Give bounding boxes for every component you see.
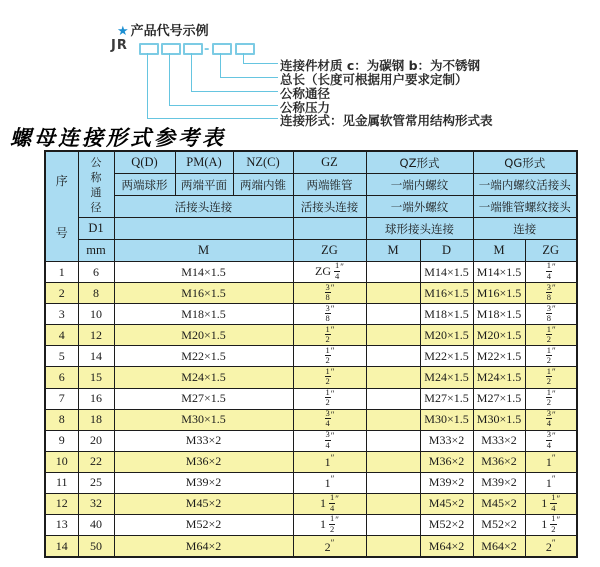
table-cell: M39×2 bbox=[420, 472, 473, 493]
table-cell: 1 $\frac{1}{2}$ ″ bbox=[525, 514, 577, 535]
table-cell: M16×1.5 bbox=[420, 283, 473, 304]
table-cell bbox=[366, 304, 420, 325]
table-cell: $\frac{1}{2}$ ″ bbox=[525, 367, 577, 388]
table-cell: M16×1.5 bbox=[473, 283, 525, 304]
table-cell bbox=[366, 430, 420, 451]
table-cell: M20×1.5 bbox=[420, 325, 473, 346]
header-conn-qg: 一端锥管螺纹接头 bbox=[473, 196, 577, 218]
table-cell: M27×1.5 bbox=[420, 388, 473, 409]
table-cell: $\frac{3}{8}$ ″ bbox=[525, 304, 577, 325]
table-cell: M30×1.5 bbox=[114, 409, 293, 430]
header-conn-gz: 活接头连接 bbox=[293, 196, 366, 218]
table-cell: M16×1.5 bbox=[114, 283, 293, 304]
header-ends-gz: 两端锥管 bbox=[293, 174, 366, 196]
table-cell: $\frac{3}{8}$ ″ bbox=[293, 283, 366, 304]
table-cell: 1″ bbox=[525, 451, 577, 472]
table-cell: 5 bbox=[45, 346, 78, 367]
table-row bbox=[45, 283, 577, 304]
table-cell bbox=[366, 536, 420, 558]
table-cell: M33×2 bbox=[473, 430, 525, 451]
table-cell bbox=[366, 388, 420, 409]
table-cell: 4 bbox=[45, 325, 78, 346]
table-cell: $\frac{3}{8}$ ″ bbox=[525, 283, 577, 304]
table-cell: M18×1.5 bbox=[473, 304, 525, 325]
table-cell: M45×2 bbox=[473, 493, 525, 514]
header-serial-text: 序号 bbox=[55, 173, 68, 240]
header-group-qz: QZ形式 bbox=[366, 151, 473, 174]
table-cell: M18×1.5 bbox=[420, 304, 473, 325]
code-label-length: 总长（长度可根据用户要求定制） bbox=[280, 72, 468, 87]
table-row bbox=[45, 451, 577, 472]
code-label-connection: 连接形式：见金属软管常用结构形式表 bbox=[280, 113, 493, 128]
header-conn-union: 活接头连接 bbox=[114, 196, 293, 218]
table-row bbox=[45, 304, 577, 325]
header-group-nzc: NZ(C) bbox=[233, 151, 293, 174]
table-cell: M14×1.5 bbox=[420, 262, 473, 283]
table-cell: 10 bbox=[45, 451, 78, 472]
table-cell: 50 bbox=[78, 536, 114, 558]
header-unit-zg: ZG bbox=[293, 240, 366, 262]
table-header bbox=[45, 151, 577, 262]
header-ends-nz: 两端内锥 bbox=[233, 174, 293, 196]
table-cell: ZG $\frac{1}{4}$ ″ bbox=[293, 262, 366, 283]
table-cell: M30×1.5 bbox=[420, 409, 473, 430]
header-blank-m bbox=[114, 218, 293, 240]
table-cell: 8 bbox=[45, 409, 78, 430]
code-label-pressure: 公称压力 bbox=[280, 100, 331, 115]
table-cell: M20×1.5 bbox=[114, 325, 293, 346]
table-cell bbox=[366, 325, 420, 346]
table-cell: 1 $\frac{1}{4}$ ″ bbox=[525, 493, 577, 514]
table-row bbox=[45, 388, 577, 409]
table-cell bbox=[366, 367, 420, 388]
header-mm: mm bbox=[78, 240, 114, 262]
table-cell: 1 $\frac{1}{2}$ ″ bbox=[293, 514, 366, 535]
table-cell bbox=[366, 514, 420, 535]
header-unit-qg-zg: ZG bbox=[525, 240, 577, 262]
table-cell: 2″ bbox=[293, 536, 366, 558]
table-cell: M14×1.5 bbox=[114, 262, 293, 283]
diagram-title bbox=[117, 20, 209, 39]
table-cell: 12 bbox=[45, 493, 78, 514]
table-cell: 2 bbox=[45, 283, 78, 304]
code-prefix: JR bbox=[111, 38, 128, 53]
header-ends-qz: 一端内螺纹 bbox=[366, 174, 473, 196]
table-row bbox=[45, 430, 577, 451]
table-cell: M64×2 bbox=[473, 536, 525, 558]
table-cell: $\frac{3}{4}$ ″ bbox=[525, 409, 577, 430]
table-cell: 8 bbox=[78, 283, 114, 304]
table-cell: 15 bbox=[78, 367, 114, 388]
table-cell: M45×2 bbox=[420, 493, 473, 514]
header-group-qg: QG形式 bbox=[473, 151, 577, 174]
table-cell bbox=[366, 262, 420, 283]
header-group-qd: Q(D) bbox=[114, 151, 175, 174]
table-cell: 1″ bbox=[293, 451, 366, 472]
header-ends-q: 两端球形 bbox=[114, 174, 175, 196]
table-cell bbox=[366, 493, 420, 514]
table-cell: 9 bbox=[45, 430, 78, 451]
table-body bbox=[45, 262, 577, 558]
table-cell: $\frac{1}{4}$ ″ bbox=[525, 262, 577, 283]
header-ends-pm: 两端平面 bbox=[175, 174, 233, 196]
table-cell: M64×2 bbox=[420, 536, 473, 558]
header-d1: D1 bbox=[78, 218, 114, 240]
table-cell: 12 bbox=[78, 325, 114, 346]
table-cell: 11 bbox=[45, 472, 78, 493]
table-cell: $\frac{1}{2}$ ″ bbox=[293, 325, 366, 346]
header-conn-qz: 一端外螺纹 bbox=[366, 196, 473, 218]
table-cell: M24×1.5 bbox=[473, 367, 525, 388]
table-cell: M24×1.5 bbox=[114, 367, 293, 388]
table-cell: 3 bbox=[45, 304, 78, 325]
table-cell: 32 bbox=[78, 493, 114, 514]
table-row bbox=[45, 367, 577, 388]
product-code-diagram bbox=[0, 0, 600, 130]
table-title: 螺母连接形式参考表 bbox=[10, 125, 226, 150]
header-unit-qz-d: D bbox=[420, 240, 473, 262]
table-cell: M22×1.5 bbox=[473, 346, 525, 367]
code-dash: - bbox=[204, 42, 210, 57]
table-cell: 6 bbox=[78, 262, 114, 283]
table-cell: M33×2 bbox=[420, 430, 473, 451]
table-cell: $\frac{1}{2}$ ″ bbox=[293, 388, 366, 409]
table-cell: M24×1.5 bbox=[420, 367, 473, 388]
table-cell bbox=[366, 451, 420, 472]
table-cell bbox=[366, 409, 420, 430]
header-group-gz: GZ bbox=[293, 151, 366, 174]
diagram-title-text: 产品代号示例 bbox=[130, 24, 209, 39]
leader-line bbox=[147, 53, 278, 119]
table-cell: M36×2 bbox=[473, 451, 525, 472]
nut-connection-table bbox=[44, 150, 578, 558]
table-cell: 20 bbox=[78, 430, 114, 451]
table-row bbox=[45, 325, 577, 346]
table-cell: M45×2 bbox=[114, 493, 293, 514]
table-cell: 7 bbox=[45, 388, 78, 409]
table-row bbox=[45, 536, 577, 558]
table-cell: $\frac{3}{4}$ ″ bbox=[293, 409, 366, 430]
table-cell: M39×2 bbox=[114, 472, 293, 493]
table-cell: M14×1.5 bbox=[473, 262, 525, 283]
table-cell: 40 bbox=[78, 514, 114, 535]
table-cell: 1″ bbox=[293, 472, 366, 493]
table-cell: M22×1.5 bbox=[114, 346, 293, 367]
table-cell: M18×1.5 bbox=[114, 304, 293, 325]
header-ends-qg: 一端内螺纹活接头 bbox=[473, 174, 577, 196]
table-cell: 1 $\frac{1}{4}$ ″ bbox=[293, 493, 366, 514]
table-row bbox=[45, 493, 577, 514]
table-cell: M33×2 bbox=[114, 430, 293, 451]
table-cell: M52×2 bbox=[473, 514, 525, 535]
table-cell: 6 bbox=[45, 367, 78, 388]
header-dn bbox=[78, 151, 114, 218]
table-cell: $\frac{3}{8}$ ″ bbox=[293, 304, 366, 325]
table-cell: 16 bbox=[78, 388, 114, 409]
table-cell: 22 bbox=[78, 451, 114, 472]
table-row bbox=[45, 346, 577, 367]
table-cell: 10 bbox=[78, 304, 114, 325]
table-cell: M27×1.5 bbox=[473, 388, 525, 409]
table-cell: 14 bbox=[78, 346, 114, 367]
table-cell: $\frac{1}{2}$ ″ bbox=[525, 325, 577, 346]
header-serial bbox=[45, 151, 78, 262]
code-label-diameter: 公称通径 bbox=[280, 86, 331, 101]
table-cell: 14 bbox=[45, 536, 78, 558]
table-cell: M36×2 bbox=[420, 451, 473, 472]
table-cell: M52×2 bbox=[114, 514, 293, 535]
table-cell: 1 bbox=[45, 262, 78, 283]
header-dn-text: 公称通径 bbox=[90, 155, 102, 214]
table-cell: $\frac{3}{4}$ ″ bbox=[293, 430, 366, 451]
table-cell: $\frac{3}{4}$ ″ bbox=[525, 430, 577, 451]
table-cell: M64×2 bbox=[114, 536, 293, 558]
table-cell: $\frac{1}{2}$ ″ bbox=[525, 388, 577, 409]
header-unit-qz-m: M bbox=[366, 240, 420, 262]
header-conn2-qg: 连接 bbox=[473, 218, 577, 240]
table-cell: M22×1.5 bbox=[420, 346, 473, 367]
table-cell: M39×2 bbox=[473, 472, 525, 493]
code-label-material: 连接件材质 c：为碳钢 b：为不锈钢 bbox=[280, 58, 481, 73]
table-cell: $\frac{1}{2}$ ″ bbox=[293, 367, 366, 388]
table-row bbox=[45, 262, 577, 283]
table-cell: 25 bbox=[78, 472, 114, 493]
header-unit-qg-m: M bbox=[473, 240, 525, 262]
table-cell: M36×2 bbox=[114, 451, 293, 472]
star-icon: ★ bbox=[117, 24, 129, 39]
table-cell bbox=[366, 283, 420, 304]
table-cell: $\frac{1}{2}$ ″ bbox=[293, 346, 366, 367]
header-blank-gz bbox=[293, 218, 366, 240]
table-cell: 13 bbox=[45, 514, 78, 535]
table-row bbox=[45, 514, 577, 535]
table-cell bbox=[366, 472, 420, 493]
table-cell: 2″ bbox=[525, 536, 577, 558]
table-cell: M30×1.5 bbox=[473, 409, 525, 430]
table-cell bbox=[366, 346, 420, 367]
table-cell: M27×1.5 bbox=[114, 388, 293, 409]
table-cell: 1″ bbox=[525, 472, 577, 493]
table-row bbox=[45, 472, 577, 493]
table-cell: M20×1.5 bbox=[473, 325, 525, 346]
header-unit-m: M bbox=[114, 240, 293, 262]
table-cell: M52×2 bbox=[420, 514, 473, 535]
table-row bbox=[45, 409, 577, 430]
table-cell: 18 bbox=[78, 409, 114, 430]
header-conn2-qz: 球形接头连接 bbox=[366, 218, 473, 240]
header-group-pma: PM(A) bbox=[175, 151, 233, 174]
table-cell: $\frac{1}{2}$ ″ bbox=[525, 346, 577, 367]
